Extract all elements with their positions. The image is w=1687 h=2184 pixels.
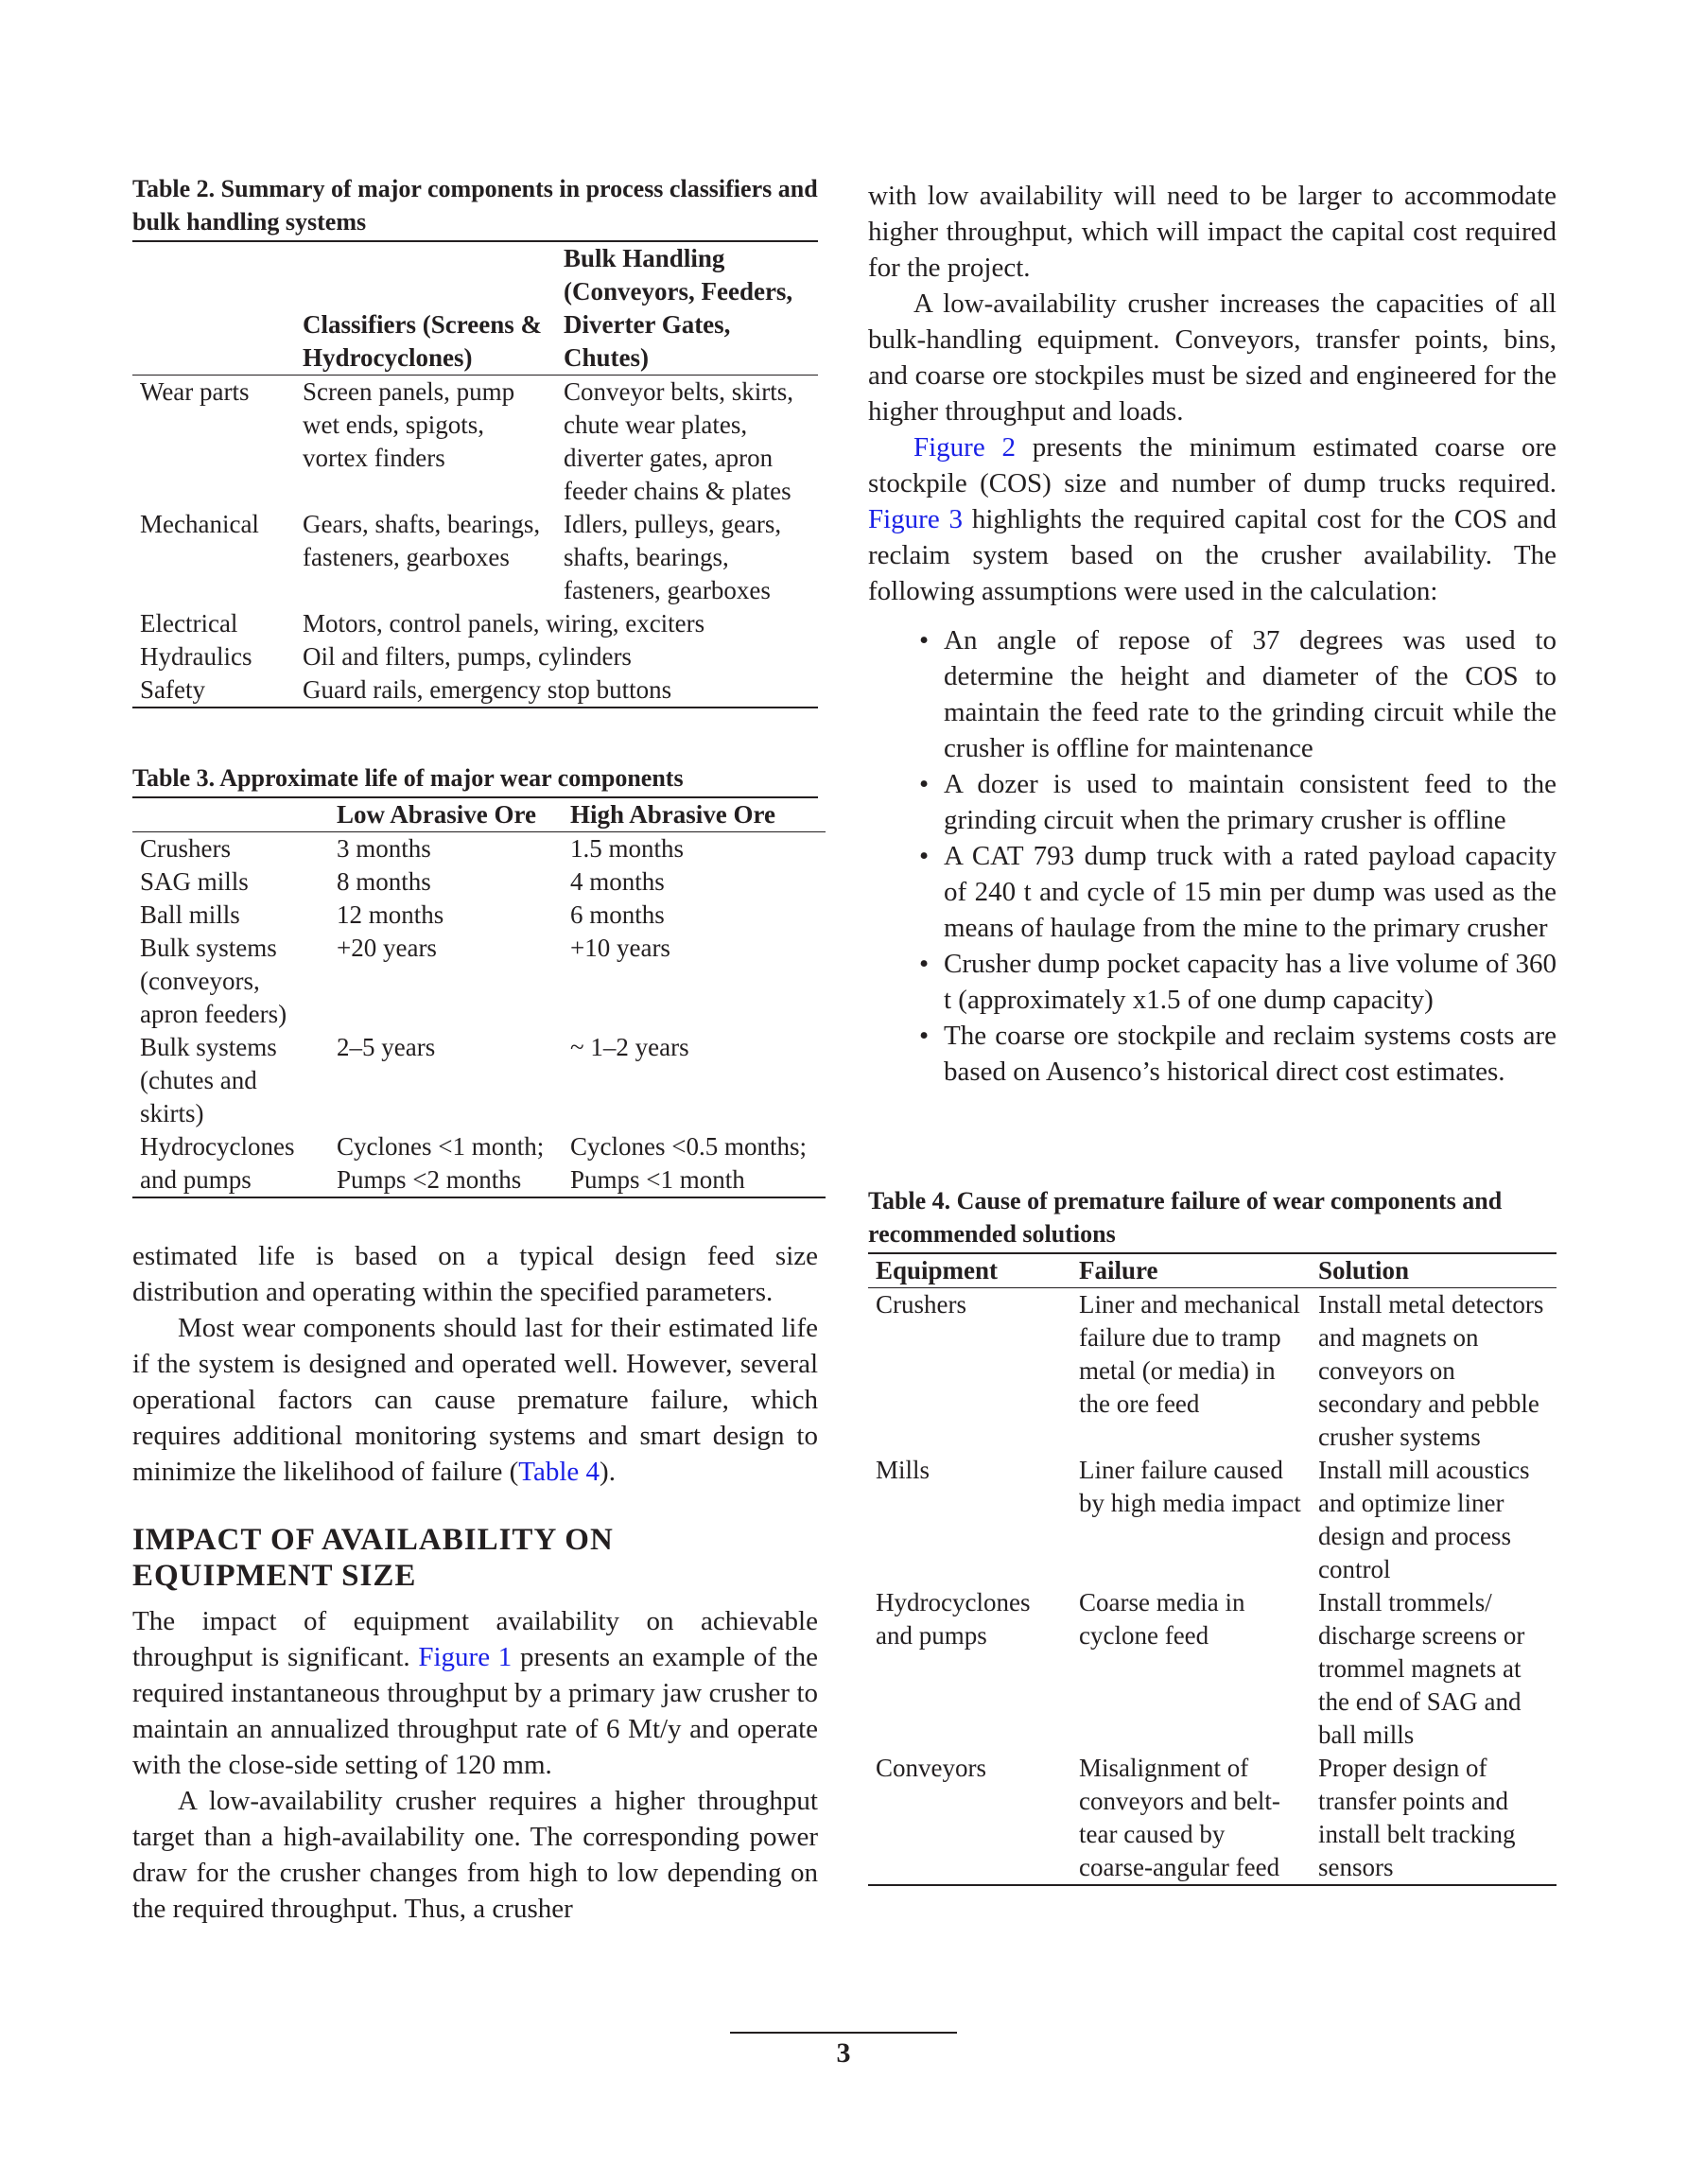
bullet-icon: • — [919, 769, 930, 799]
table-cell: Electrical — [140, 609, 238, 638]
table-cell: Gears, shafts, bearings, fasteners, gearboxes — [303, 510, 541, 571]
paragraph: A low-availability crusher increases the capacities of all bulk-handling equipment. Conveyors, transfer points, bins, and coarse ore stockpiles must be sized and engineered for the higher throughput and loads. — [868, 288, 1557, 427]
table4-header-cell: Failure — [1071, 1254, 1311, 1288]
table3 — [132, 798, 826, 1198]
list-item — [919, 946, 1557, 1018]
table2-header-row — [132, 242, 818, 376]
paragraph-text: Most wear components should last for their estimated life if the system is designed and operated well. However, several operational factors can cause premature failure, which requires additional monitoring systems and smart design to minimize the likelihood of failure ( — [132, 1313, 818, 1487]
table-row — [132, 1031, 826, 1130]
table-cell: Mills — [876, 1456, 930, 1484]
paragraph — [132, 1310, 818, 1490]
list-item-text: A CAT 793 dump truck with a rated payload capacity of 240 t and cycle of 15 min per dump was used as the means of haulage from the mine to the primary crusher — [944, 841, 1557, 943]
list-item — [919, 838, 1557, 946]
table-row — [868, 1752, 1557, 1885]
paragraph: A low-availability crusher requires a higher throughput target than a high-availability one. The corresponding power draw for the crusher changes from high to low depending on the required throughput. Thus, a crusher — [132, 1786, 818, 1924]
table-cell: Motors, control panels, wiring, exciters — [303, 609, 705, 638]
table-row — [132, 832, 826, 866]
bullet-icon: • — [919, 949, 930, 979]
table2 — [132, 242, 818, 708]
section-heading: IMPACT OF AVAILABILITY ON EQUIPMENT SIZE — [132, 1523, 614, 1593]
list-item-text: An angle of repose of 37 degrees was used to determine the height and diameter of the COS to maintain the feed rate to the grinding circuit while the crusher is offline for maintenance — [944, 625, 1557, 763]
table-cell: Install trommels/ discharge screens or trommel magnets at the end of SAG and ball mills — [1318, 1588, 1525, 1749]
figure3-reference-link[interactable]: Figure 3 — [868, 504, 964, 534]
table-cell: Conveyor belts, skirts, chute wear plates, diverter gates, apron feeder chains & plates — [564, 377, 793, 505]
table-cell: Screen panels, pump wet ends, spigots, vortex finders — [303, 377, 515, 472]
table4-caption: Table 4. Cause of premature failure of wear components and recommended solutions — [868, 1184, 1557, 1254]
table-cell: Oil and filters, pumps, cylinders — [303, 642, 632, 671]
table-cell: 4 months — [570, 867, 665, 896]
table-cell: Liner failure caused by high media impact — [1079, 1456, 1301, 1517]
table-cell: SAG mills — [140, 867, 249, 896]
table-cell: Cyclones <1 month; Pumps <2 months — [337, 1132, 545, 1194]
table-row — [132, 673, 818, 708]
table-cell: Conveyors — [876, 1754, 986, 1782]
table2-header-cell: Bulk Handling (Conveyors, Feeders, Diverter Gates, Chutes) — [556, 242, 818, 376]
table-cell: Wear parts — [140, 377, 250, 406]
paragraph: estimated life is based on a typical design feed size distribution and operating within the specified parameters. — [132, 1241, 818, 1307]
table3-header-cell — [132, 798, 329, 832]
table-row — [868, 1586, 1557, 1752]
figure2-reference-link[interactable]: Figure 2 — [913, 432, 1016, 463]
page-number-rule — [730, 2032, 957, 2034]
table-row — [132, 376, 818, 509]
table4-header-cell: Solution — [1311, 1254, 1557, 1288]
list-item — [919, 766, 1557, 838]
page-number: 3 — [836, 2037, 851, 2069]
table-cell: Mechanical — [140, 510, 259, 538]
paragraph: with low availability will need to be larger to accommodate higher throughput, which will impact the capital cost required for the project. — [868, 181, 1557, 283]
table-cell: Hydrocyclones and pumps — [140, 1132, 295, 1194]
table2-caption: Table 2. Summary of major components in process classifiers and bulk handling systems — [132, 172, 818, 242]
paragraph — [132, 1603, 818, 1783]
table3-header-cell: Low Abrasive Ore — [329, 798, 563, 832]
table-cell: 3 months — [337, 834, 431, 863]
list-item-text: A dozer is used to maintain consistent feed to the grinding circuit when the primary crusher is offline — [944, 769, 1557, 835]
table-cell: +10 years — [570, 934, 670, 962]
assumptions-list — [868, 622, 1557, 1090]
table-cell: 1.5 months — [570, 834, 685, 863]
table-cell: 6 months — [570, 900, 665, 929]
figure1-reference-link[interactable]: Figure 1 — [418, 1642, 513, 1672]
table-cell: Coarse media in cyclone feed — [1079, 1588, 1245, 1650]
table-row — [132, 899, 826, 932]
table-cell: Guard rails, emergency stop buttons — [303, 675, 672, 704]
table-cell: Hydraulics — [140, 642, 252, 671]
paragraph-text: The impact of equipment availability on achievable throughput is significant. — [132, 1606, 818, 1672]
table2-header-cell: Classifiers (Screens & Hydrocyclones) — [295, 242, 556, 376]
table4-header-cell: Equipment — [868, 1254, 1071, 1288]
table-cell: Ball mills — [140, 900, 240, 929]
table-cell: ~ 1–2 years — [570, 1033, 689, 1061]
table-row — [132, 1130, 826, 1197]
paragraph — [868, 429, 1557, 609]
table4 — [868, 1254, 1557, 1886]
table3-header-cell: High Abrasive Ore — [563, 798, 826, 832]
table-row — [132, 607, 818, 640]
paragraph-text: highlights the required capital cost for the COS and reclaim system based on the crusher availability. The following assumptions were used in the calculation: — [868, 504, 1557, 606]
paragraph-text: presents the minimum estimated coarse ore stockpile (COS) size and number of dump trucks required. — [868, 432, 1557, 498]
paragraph-text: presents an example of the required instantaneous throughput by a primary jaw crusher to maintain an annualized throughput rate of 6 Mt/y and operate with the close-side setting of 120 mm. — [132, 1642, 819, 1780]
table-cell: 12 months — [337, 900, 444, 929]
table-cell: Hydrocyclones and pumps — [876, 1588, 1031, 1650]
table-cell: Bulk systems (conveyors, apron feeders) — [140, 934, 287, 1028]
table-cell: Liner and mechanical failure due to tramp metal (or media) in the ore feed — [1079, 1290, 1300, 1418]
list-item-text: Crusher dump pocket capacity has a live volume of 360 t (approximately x1.5 of one dump capacity) — [944, 949, 1557, 1015]
bullet-icon: • — [919, 1021, 930, 1051]
paragraph-text: ). — [600, 1457, 616, 1487]
table-cell: Crushers — [140, 834, 231, 863]
bullet-icon: • — [919, 841, 930, 871]
table-cell: Misalignment of conveyors and belt-tear caused by coarse-angular feed — [1079, 1754, 1280, 1881]
table3-header-row — [132, 798, 826, 832]
table-cell: Install mill acoustics and optimize liner design and process control — [1318, 1456, 1530, 1583]
left-column — [132, 172, 818, 1927]
table4-header-row — [868, 1254, 1557, 1288]
table-row — [132, 508, 818, 607]
table-cell: Crushers — [876, 1290, 966, 1319]
table-cell: Proper design of transfer points and install belt tracking sensors — [1318, 1754, 1516, 1881]
table-cell: Bulk systems (chutes and skirts) — [140, 1033, 277, 1127]
list-item — [919, 622, 1557, 766]
table-cell: Cyclones <0.5 months; Pumps <1 month — [570, 1132, 807, 1194]
table-cell: Idlers, pulleys, gears, shafts, bearings, fasteners, gearboxes — [564, 510, 782, 604]
list-item-text: The coarse ore stockpile and reclaim systems costs are based on Ausenco’s historical direct cost estimates. — [944, 1021, 1557, 1087]
table4-reference-link[interactable]: Table 4 — [518, 1457, 600, 1487]
table-cell: Safety — [140, 675, 205, 704]
table-cell: +20 years — [337, 934, 437, 962]
table-cell: 8 months — [337, 867, 431, 896]
list-item — [919, 1018, 1557, 1090]
table-row — [132, 640, 818, 673]
table-row — [132, 932, 826, 1031]
table-cell: 2–5 years — [337, 1033, 436, 1061]
table-row — [132, 865, 826, 899]
bullet-icon: • — [919, 625, 930, 655]
right-column — [868, 178, 1557, 1886]
table-row — [868, 1454, 1557, 1586]
table3-caption: Table 3. Approximate life of major wear components — [132, 761, 818, 798]
table-row — [868, 1288, 1557, 1455]
table2-header-cell — [132, 242, 295, 376]
table-cell: Install metal detectors and magnets on conveyors on secondary and pebble crusher systems — [1318, 1290, 1544, 1451]
